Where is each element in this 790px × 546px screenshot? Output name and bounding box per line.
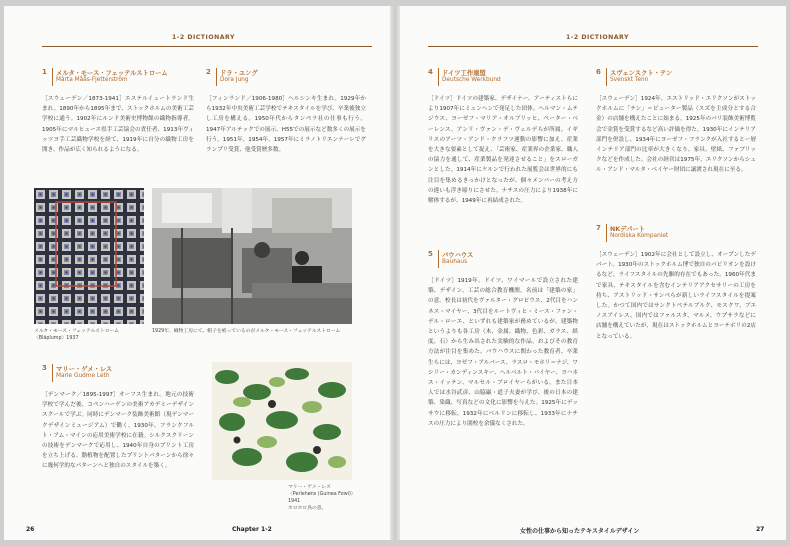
caption-line: マリー・ゲメ・レス <box>288 485 331 490</box>
entry-title-en: Deutsche Werkbund <box>442 77 501 83</box>
entry-body: ［スウェーデン／1873-1941］エステルイェートランド生まれ。1890年から1895年まで、ストックホルムの美術工芸学校に通う。1902年にルンド美術史博物館の織物指導者。1905年にマルヒュース県手工芸協会の責任者、1913年ヴィッツヨ手工芸織物学校を経て、1919年に自分の織物工房を開き、作品が広く知られるようになる。 <box>42 96 194 154</box>
entry-number: 7 <box>596 224 601 232</box>
entry-title-jp: バウハウス <box>442 252 474 259</box>
entry-number: 4 <box>428 68 433 76</box>
textile-blaplump-image <box>34 188 144 324</box>
entry-title-en: Dora Jung <box>220 77 249 83</box>
section-header: 1-2 DICTIONARY <box>172 34 235 41</box>
caption-line: 〈Perlehøns (Guinea Fowl)〉1941 <box>288 492 356 504</box>
entry-title-jp: スヴェンスクト・テン <box>610 70 673 77</box>
entry-title-en: Märta Måås-Fjetterström <box>56 77 128 83</box>
entry-title-en: Marie Gudme Leth <box>56 373 110 379</box>
left-page <box>4 6 390 540</box>
entry-divider <box>52 364 53 382</box>
entry-body: ［デンマーク／1895-1997］オーフス生まれ。地元の技術学校で学んだ後、コペンハーゲンの美術アカデミーデザインスクールで学ぶ。同時にデンマーク装飾美術館（現デンマークデザインミュージアム）で働く。1930年、フランクフルト・アム・マインの応用美術学校に在籍。シルクスクリーンの技術をデンマークで応用し、1940年自身のプリント工房を立ち上げる。動植物を配置したプリントパターンから徐々に幾何学的なパターンへと独自のスタイルを築く。 <box>42 392 194 470</box>
entry-title-jp: マリー・ゲメ・レス <box>56 366 113 373</box>
book-gutter <box>390 6 400 540</box>
entry-body: ［スウェーデン］1902年に会社として設立し、オープンしたデパート。1930年のストックホルム博で独自のパビリオンを設けるなど、ライフスタイルの先駆的存在でもあった。1960年代まで家具、テキスタイルを含むインテリアアクセサリーの工房を持ち、アストリッド・サンペらが新しいライフスタイルを提案した。かつて国内ではサンクトペテルブルク、モスクワ、ブエノスアイレス、国内ではファルスタ、マルメ、ウプサラなどに店舗を構えていたが、現在はストックホルムとヨーテボリの2店となっている。 <box>596 252 756 340</box>
entry-title-jp: ドラ・ユング <box>220 70 258 77</box>
entry-body: ［ドイツ］ドイツの建築家、デザイナー、アーティストらにより1907年にミュンヘンで発足した団体。ヘルマン・ムテジウス、ヨーゼフ・マリア・オルブリッヒ、ペーター・ベーレンス、アンリ・ヴァン・デ・ヴェルデらが所属。イギリスのアーツ・アンド・クラフツ運動の影響に加え、産業を大きな要素として捉え、「芸術家、産業界の企業家、職人の協力を通して、産業製品を発達させること」をスローガンとした。1914年にケルンで行われた展覧会は世界的にも注目を集めるきっかけとなったが、個々メンバーの考え方の違いも浮き彫りにさせた。ナチスの圧力により1938年に解体するが、1949年に再結成された。 <box>428 96 578 205</box>
entry-number: 6 <box>596 68 601 76</box>
entry-divider <box>606 68 607 86</box>
photo-illustration <box>152 188 352 324</box>
weaving-workshop-photo <box>152 188 352 324</box>
header-rule <box>42 46 372 47</box>
entry-title-en: Svenskt Tenn <box>610 77 649 83</box>
entry-divider <box>438 250 439 268</box>
entry-title-en: Nordiska Kompaniet <box>610 233 669 239</box>
entry-title-jp: メルタ・モース・フェッテルストローム <box>56 70 168 77</box>
entry-number: 3 <box>42 364 47 372</box>
leaf-pattern <box>212 362 352 480</box>
caption-line: ホロホロ鳥の意。 <box>288 506 327 511</box>
chapter-label: Chapter 1-2 <box>232 526 272 533</box>
entry-title-jp: NKデパート <box>610 226 645 233</box>
checker-pattern <box>34 188 144 324</box>
entry-divider <box>606 224 607 242</box>
right-page <box>400 6 786 540</box>
section-header: 1-2 DICTIONARY <box>566 34 629 41</box>
entry-body: ［ドイツ］1919年、ドイツ、ワイマールで設立された建築、デザイン、工芸の総合教育機関。名前は「建築の家」の意。校長は初代をヴァルター・グロピウス、2代目をハンネス・マイヤー、3代目をルートヴィヒ・ミース・ファン・デル・ローエ、といずれも建築家が務めているが、建築物というよりも各工房（木、金属、織物、色彩、ガラス、紙度、石）から生み出された実験的な作品、およびその教育方法が注目を集めた。バウハウスに関わった教育者、卒業生らには、ヨゼフ・アルバース、ラスロ・モホリ＝ナジ、ワシリー・カンディンスキー、ヘルベルト・バイヤー、ヨハネス・イッテン、マルセル・ブロイヤーらがいる。また日本人では水谷武彦、山脇巌・道子夫妻が学び、後の日本の建築、染織、写真などの文化に影響を与えた。1925年にデッサウに移転、1932年にベルリンに移転し、1933年にナチスの圧力により閉校を余儀なくされた。 <box>428 278 578 427</box>
caption-blaplump: メルタ・モース・フェッテルストローム〈Bläplump〉1937 <box>34 329 120 341</box>
page-number: 27 <box>756 526 765 533</box>
entry-divider <box>438 68 439 86</box>
caption-workshop: 1929年、織物工房にて。帽子を被っているのがメルタ・モース・フェッテルストローム <box>152 329 341 334</box>
entry-number: 1 <box>42 68 47 76</box>
entry-divider <box>52 68 53 86</box>
header-rule <box>428 46 758 47</box>
entry-divider <box>216 68 217 86</box>
entry-title-en: Bauhaus <box>442 259 468 265</box>
entry-body: ［スウェーデン］1924年、エストリッド・エリクソンがストックホルムに「テン」＝ピューター製品（スズを主成分とする合金）の店舗を構えたことに始まる。1925年のパリ装飾美術博覧会で金賞を受賞するなど高い評価を得た。1930年にインテリア部門を併設し、1934年にヨーゼフ・フランクが入社するとー層インテリア部門の比率が大きくなり、家具、壁紙、ファブリックなどを作成した。会社の経営は1975年、エリクソンからシェル・アンド・マルタ・ベイヤー財団に譲渡され現在に至る。 <box>596 96 756 174</box>
running-title: 女性の仕事から知ったテキスタイルデザイン <box>520 528 640 535</box>
entry-body: ［フィンランド／1906-1980］ヘルシンキ生まれ。1929年から1932年中央美術工芸学校でテキスタイルを学び、卒業後独立し工房を構える。1950年代からタンペラ社の仕事も行う。1947年アルテックでの展示、H55での展示など数多くの展示を行う。1951年、1954年、1957年にミラノトリエンナーレでグランプリ受賞、他受賞歴多数。 <box>206 96 366 154</box>
entry-number: 2 <box>206 68 211 76</box>
caption-guinea-fowl <box>288 484 358 512</box>
page-number: 26 <box>26 526 35 533</box>
entry-number: 5 <box>428 250 433 258</box>
guinea-fowl-print-image <box>212 362 352 480</box>
entry-title-jp: ドイツ工作連盟 <box>442 70 486 77</box>
